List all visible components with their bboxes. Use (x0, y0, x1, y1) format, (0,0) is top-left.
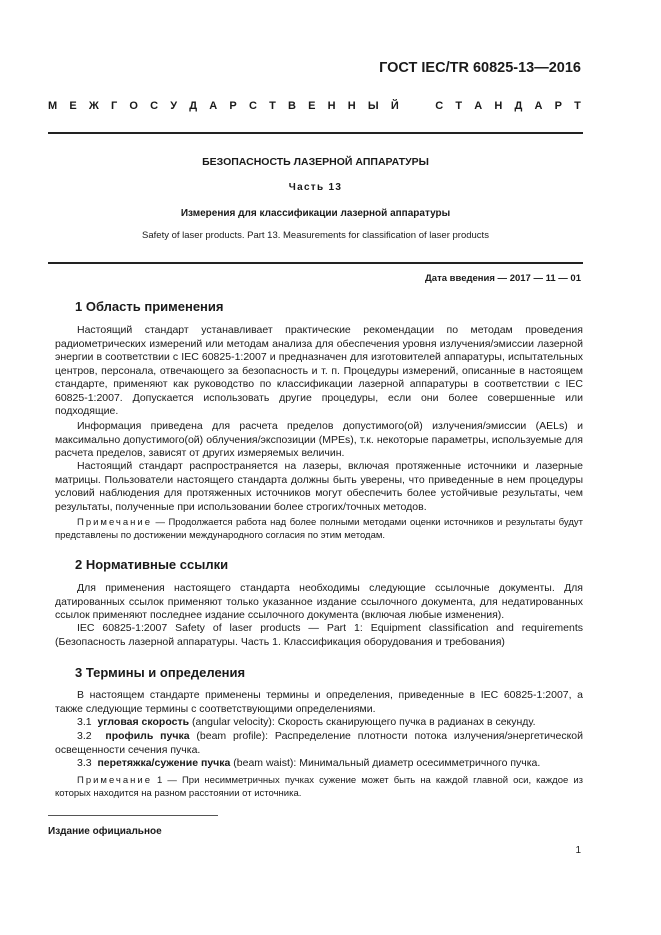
interstate-letter: М (48, 100, 58, 112)
term-number: 3.1 (77, 716, 92, 728)
term-definition: (angular velocity): Скорость сканирующего пучка в радианах в секунду. (189, 716, 536, 728)
interstate-letter: С (150, 100, 159, 112)
interstate-letter: С (435, 100, 444, 112)
note-label: Примечание (77, 775, 152, 786)
section-1-paragraph: Информация приведена для расчета пределов допустимого(ой) излучения/эмиссии (AELs) и максимально допустимого(ой) облучения/экспозиции (MPEs), т.к. некоторые параметры, используемые для расчета пределов, зависят от других измеряемых величин. (55, 420, 583, 459)
section-3-note (55, 775, 583, 800)
interstate-letter: Н (494, 100, 503, 112)
section-1-note (55, 517, 583, 542)
term-3-2 (55, 730, 583, 757)
section-3-paragraph: В настоящем стандарте применены термины и определения, приведенные в IEC 60825-1:2007, а также следующие термины с соответствующими определениями. (55, 689, 583, 715)
note-number: 1 (152, 775, 163, 786)
note-text: — Продолжается работа над более полными методами оценки источников и результаты будут представлены по достижении международного согласия по этим методам. (55, 517, 583, 541)
section-2-reference: IEC 60825-1:2007 Safety of laser products — Part 1: Equipment classification and requirements (Безопасность лазерной аппаратуры. Часть 1. Классификация оборудования и требования) (55, 622, 583, 648)
section-1-heading: 1 Область применения (75, 299, 224, 314)
interstate-letter: Е (69, 100, 77, 112)
interstate-letter: Ы (367, 100, 379, 112)
interstate-letter: Д (514, 100, 523, 112)
document-title: БЕЗОПАСНОСТЬ ЛАЗЕРНОЙ АППАРАТУРЫ (202, 156, 429, 168)
interstate-letter: Ж (88, 100, 99, 112)
note-text: — При несимметричных пучках сужение может быть на каждой главной оси, каждое из которых находится на разном расстоянии от источника. (55, 775, 583, 799)
page-number: 1 (575, 845, 581, 856)
term-number: 3.3 (77, 757, 92, 769)
section-1-paragraph: Настоящий стандарт распространяется на лазеры, включая протяженные источники и лазерные матрицы. Пользователи настоящего стандарта должны быть уверены, что приведенные в нем процедуры условий наблюдения для протяженных источников могут обеспечить более устойчивые результаты, чем результаты, полученные при использовании более строгих/точных методов. (55, 460, 583, 513)
interstate-letter: Р (554, 100, 562, 112)
term-3-1 (55, 716, 583, 730)
term-definition: (beam profile): Распределение плотности потока излучения/энергетической освещенности сечения пучка. (55, 730, 583, 756)
term-number: 3.2 (77, 730, 92, 742)
term-name: угловая скорость (97, 716, 190, 728)
interstate-letter: О (129, 100, 138, 112)
official-edition-label: Издание официальное (48, 826, 162, 837)
interstate-letter: Т (574, 100, 581, 112)
standard-number: ГОСТ IEC/TR 60825-13—2016 (379, 60, 581, 76)
interstate-letter: Г (110, 100, 118, 112)
section-1-paragraph: Настоящий стандарт устанавливает практические рекомендации по методам проведения радиометрических измерений или методам анализа для обеспечения уровня излучения/эмиссии лазерной энергии в соответствии с IEC 60825-1:2007 и предназначен для изготовителей аппаратуры, испытательных центров, персонала, отвечающего за безопасность и т. п. Процедуры измерений, описанные в настоящем стандарте, применяют как руководство по классификации лазерной аппаратуры в соответствии с IEC 60825-1:2007. Допускается использовать другие процедуры, если они более совершенные или подходящие. (55, 324, 583, 417)
interstate-letter: Т (455, 100, 463, 112)
section-3-heading: 3 Термины и определения (75, 665, 246, 680)
note-label: Примечание (77, 517, 152, 528)
interstate-letter: В (287, 100, 296, 112)
header-rule (48, 132, 583, 134)
footer-rule (48, 815, 218, 816)
interstate-letter: А (209, 100, 218, 112)
term-3-3 (55, 757, 583, 771)
interstate-letter: Т (269, 100, 276, 112)
interstate-letter: А (534, 100, 543, 112)
document-subtitle: Измерения для классификации лазерной аппаратуры (180, 208, 451, 219)
title-rule (48, 262, 583, 264)
interstate-letter: У (170, 100, 178, 112)
interstate-letter: Н (347, 100, 356, 112)
interstate-letter: Е (308, 100, 316, 112)
term-name: профиль пучка (105, 730, 190, 742)
section-2-heading: 2 Нормативные ссылки (75, 557, 229, 572)
interstate-letter: Н (327, 100, 336, 112)
section-2-paragraph: Для применения настоящего стандарта необходимы следующие ссылочные документы. Для датированных ссылок применяют только указанное издание ссылочного документа, для недатированных ссылок применяют последнее издание ссылочного документа (включая любые изменения). (55, 582, 583, 621)
part-label: Часть 13 (288, 182, 343, 193)
interstate-letter: Й (390, 100, 399, 112)
interstate-letter: Д (189, 100, 198, 112)
interstate-standard-label (48, 100, 581, 112)
english-title: Safety of laser products. Part 13. Measurements for classification of laser products (142, 230, 489, 241)
term-definition: (beam waist): Минимальный диаметр осесимметричного пучка. (230, 757, 541, 769)
interstate-letter: Р (229, 100, 237, 112)
interstate-letter: А (474, 100, 483, 112)
term-name: перетяжка/сужение пучка (97, 757, 231, 769)
interstate-letter: С (248, 100, 257, 112)
introduction-date: Дата введения — 2017 — 11 — 01 (425, 273, 581, 284)
